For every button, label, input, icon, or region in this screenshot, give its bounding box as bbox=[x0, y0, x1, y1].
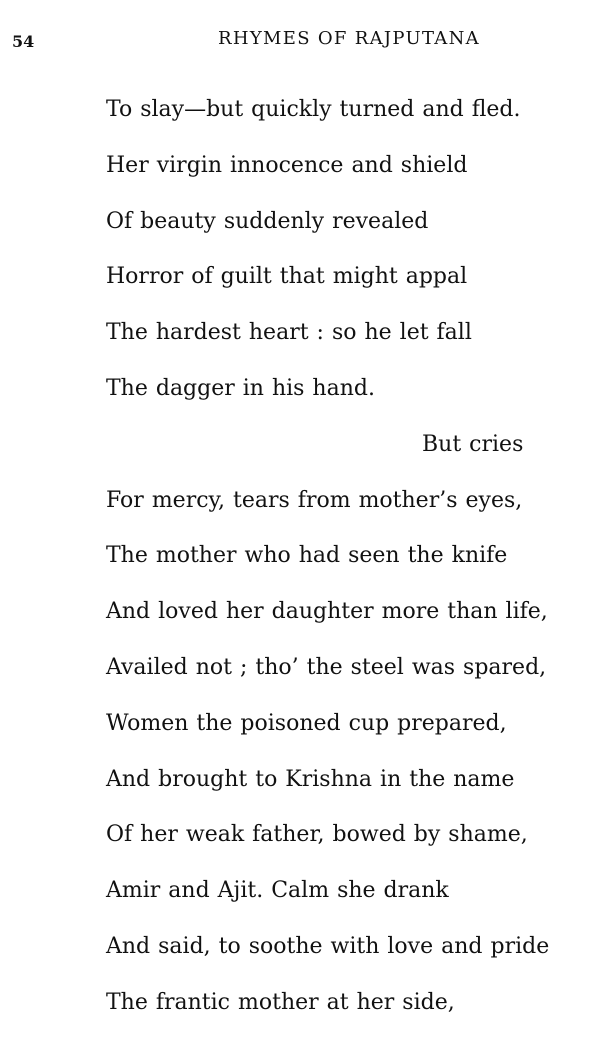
poem-line: To slay—but quickly turned and fled. bbox=[106, 97, 521, 122]
poem-line: The dagger in his hand. bbox=[106, 375, 375, 401]
poem-body bbox=[106, 82, 596, 1031]
poem-line: Of beauty suddenly revealed bbox=[106, 208, 429, 234]
poem-line: Amir and Ajit. Calm she drank bbox=[106, 878, 449, 904]
poem-line: Women the poisoned cup prepared, bbox=[106, 710, 507, 736]
poem-line: The frantic mother at her side, bbox=[106, 989, 455, 1015]
poem-line: For mercy, tears from mother’s eyes, bbox=[106, 487, 523, 513]
page-number: 54 bbox=[12, 32, 35, 51]
poem-line: And loved her daughter more than life, bbox=[106, 599, 548, 625]
poem-line: Of her weak father, bowed by shame, bbox=[106, 822, 528, 848]
poem-line: Horror of guilt that might appal bbox=[106, 264, 468, 290]
poem-line-indented: But cries bbox=[422, 431, 524, 457]
page-header bbox=[0, 26, 600, 54]
poem-line: Her virgin innocence and shield bbox=[106, 152, 468, 178]
poem-line: Availed not ; tho’ the steel was spared, bbox=[106, 654, 547, 680]
poem-line: And said, to soothe with love and pride bbox=[106, 933, 550, 959]
poem-line: And brought to Krishna in the name bbox=[106, 766, 515, 792]
poem-line: The mother who had seen the knife bbox=[106, 543, 508, 569]
running-head: RHYMES OF RAJPUTANA bbox=[218, 28, 480, 49]
poem-line: The hardest heart : so he let fall bbox=[106, 320, 472, 346]
